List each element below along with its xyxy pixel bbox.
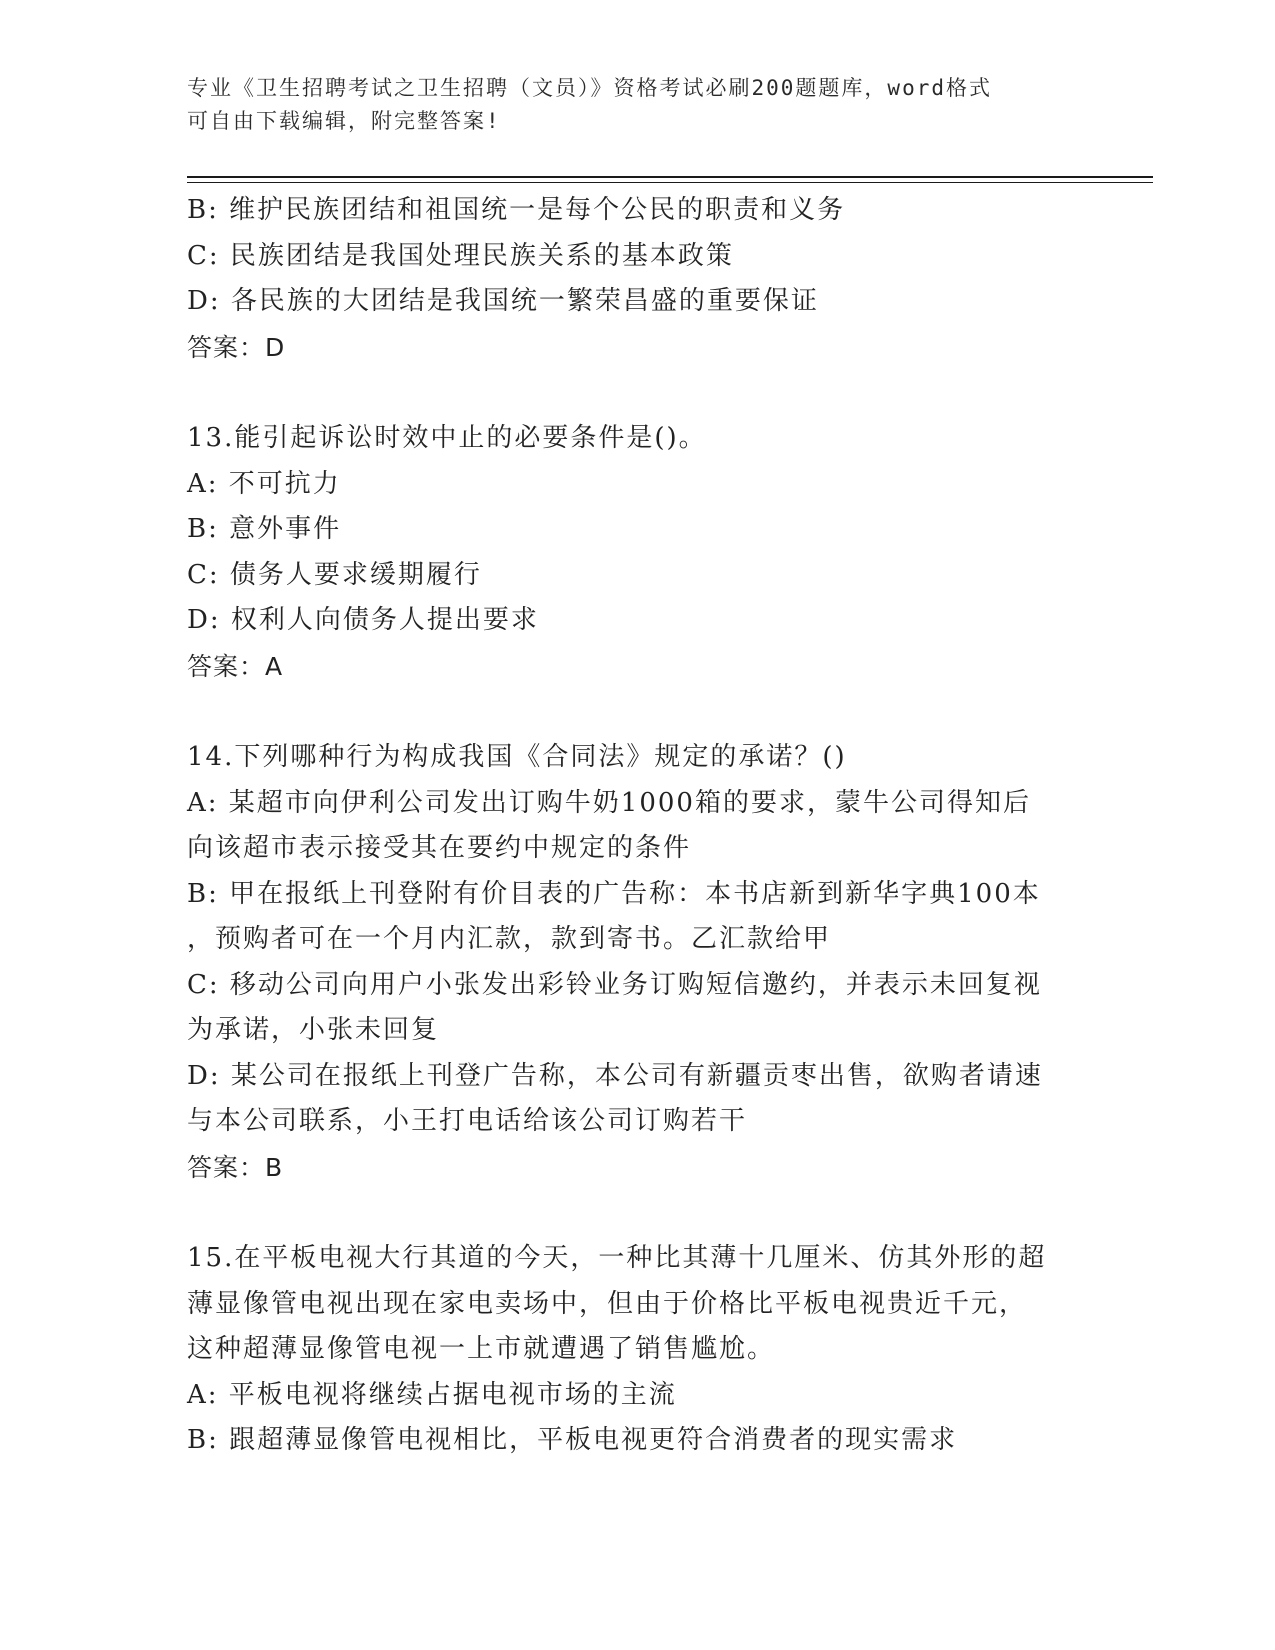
q12-answer: 答案：D: [187, 332, 286, 362]
q15-option-a: A: 平板电视将继续占据电视市场的主流: [187, 1379, 677, 1410]
q14-option-b-line-1: B: 甲在报纸上刊登附有价目表的广告称：本书店新到新华字典100本: [187, 878, 1041, 909]
header-rule-thick: [187, 176, 1153, 178]
q15-stem-line-3: 这种超薄显像管电视一上市就遭遇了销售尴尬。: [187, 1334, 776, 1364]
q13-option-d: D: 权利人向债务人提出要求: [187, 605, 539, 635]
q14-option-c-line-1: C: 移动公司向用户小张发出彩铃业务订购短信邀约，并表示未回复视: [187, 969, 1042, 1000]
q14-option-d-line-1: D: 某公司在报纸上刊登广告称，本公司有新疆贡枣出售，欲购者请速: [187, 1060, 1043, 1091]
q15-stem-line-2: 薄显像管电视出现在家电卖场中，但由于价格比平板电视贵近千元，: [187, 1288, 1028, 1319]
q14-option-a-line-1: A: 某超市向伊利公司发出订购牛奶1000箱的要求，蒙牛公司得知后: [187, 787, 1031, 818]
q13-option-b: B: 意外事件: [187, 514, 342, 544]
q12-option-c: C: 民族团结是我国处理民族关系的基本政策: [187, 240, 734, 271]
q14-option-a-line-2: 向该超市表示接受其在要约中规定的条件: [187, 833, 692, 863]
q12-option-b: B: 维护民族团结和祖国统一是每个公民的职责和义务: [187, 195, 846, 225]
q14-stem: 14.下列哪种行为构成我国《合同法》规定的承诺？(): [187, 742, 847, 772]
q14-answer: 答案：B: [187, 1152, 284, 1182]
q13-option-c: C: 债务人要求缓期履行: [187, 559, 482, 590]
q14-option-d-line-2: 与本公司联系，小王打电话给该公司订购若干: [187, 1106, 748, 1136]
header-line-1: 专业《卫生招聘考试之卫生招聘（文员）》资格考试必刷200题题库，word格式: [187, 76, 992, 100]
q13-option-a: A: 不可抗力: [187, 468, 341, 499]
spacer: [187, 370, 1067, 416]
header-line-2: 可自由下载编辑，附完整答案!: [187, 109, 501, 133]
spacer: [187, 1190, 1067, 1236]
question-list: [187, 188, 1067, 1464]
spacer: [187, 689, 1067, 735]
q13-stem: 13.能引起诉讼时效中止的必要条件是()。: [187, 423, 707, 453]
q14-option-c-line-2: 为承诺，小张未回复: [187, 1015, 440, 1045]
q15-option-b: B: 跟超薄显像管电视相比，平板电视更符合消费者的现实需求: [187, 1425, 958, 1455]
document-header: [187, 72, 1067, 138]
q14-option-b-line-2: ，预购者可在一个月内汇款，款到寄书。乙汇款给甲: [187, 924, 832, 954]
q12-option-d: D: 各民族的大团结是我国统一繁荣昌盛的重要保证: [187, 286, 819, 316]
q15-stem-line-1: 15.在平板电视大行其道的今天，一种比其薄十几厘米、仿其外形的超: [187, 1243, 1047, 1273]
q13-answer: 答案：A: [187, 651, 284, 681]
header-rule-thin: [187, 182, 1153, 183]
